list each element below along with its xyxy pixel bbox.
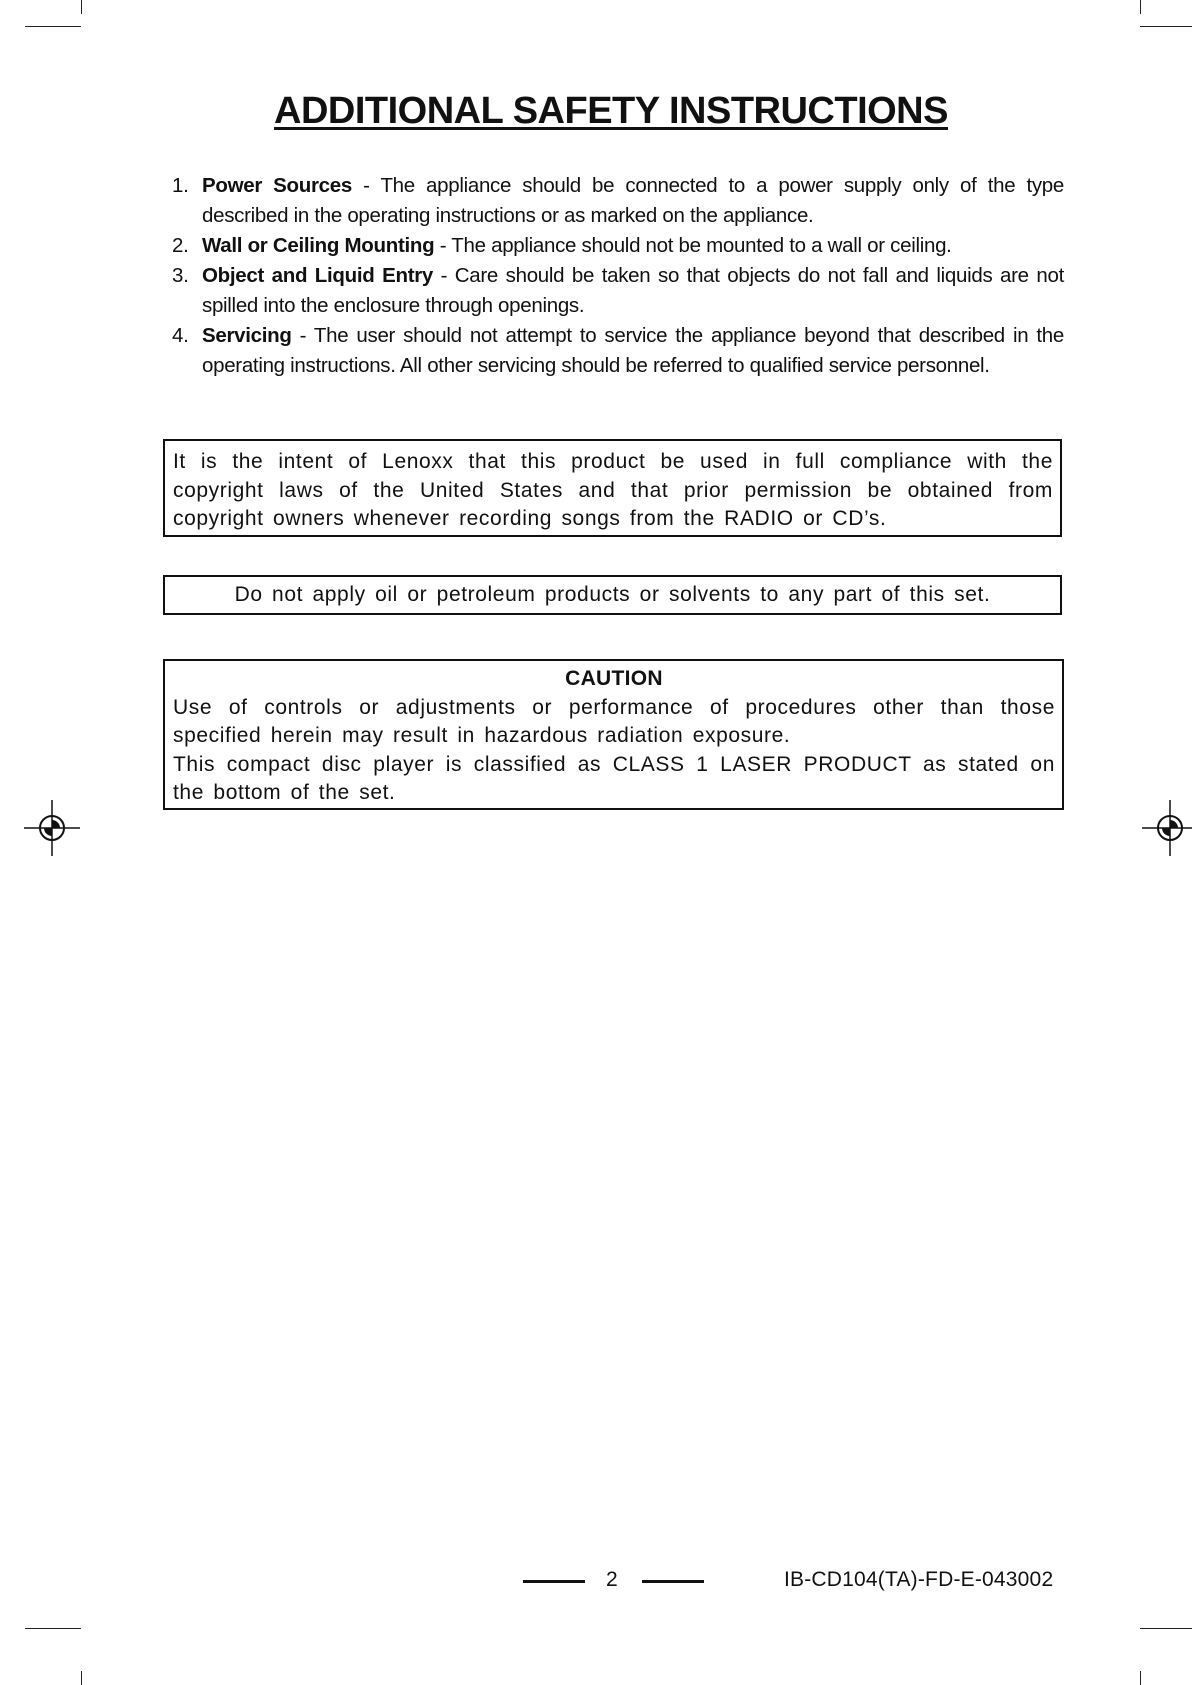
footer-rule	[642, 1580, 704, 1583]
item-text: - The user should not attempt to service the appliance beyond that described in the operating instructions. All other servicing should be referred to qualified service personnel.	[202, 324, 1064, 377]
item-number: 1.	[172, 174, 189, 197]
list-item	[164, 321, 1064, 381]
page-footer	[0, 1568, 1192, 1598]
document-code: IB-CD104(TA)-FD-E-043002	[784, 1568, 1054, 1591]
item-term: Servicing	[202, 324, 292, 347]
list-item	[164, 171, 1064, 231]
item-text: - The appliance should be connected to a power supply only of the type described in the operating instructions or as marked on the appliance.	[202, 174, 1064, 227]
item-term: Wall or Ceiling Mounting	[202, 234, 435, 257]
caution-paragraph: Use of controls or adjustments or performance of procedures other than those specified herein may result in hazardous radiation exposure.	[173, 695, 1055, 747]
copyright-notice-box	[163, 439, 1062, 537]
list-item	[164, 231, 1064, 261]
safety-instructions-list	[164, 171, 1064, 381]
page-number: 2	[606, 1568, 618, 1591]
footer-rule	[523, 1580, 585, 1583]
item-text: - Care should be taken so that objects do not fall and liquids are not spilled into the enclosure through openings.	[202, 264, 1064, 317]
page-title: ADDITIONAL SAFETY INSTRUCTIONS	[274, 90, 948, 132]
caution-heading: CAUTION	[565, 667, 663, 690]
caution-box	[163, 659, 1064, 810]
trim-mark	[1140, 1628, 1192, 1629]
oil-warning: Do not apply oil or petroleum products or solvents to any part of this set.	[234, 583, 991, 606]
trim-mark	[81, 0, 82, 14]
caution-paragraph: This compact disc player is classified as CLASS 1 LASER PRODUCT as stated on the bottom of the set.	[173, 752, 1055, 804]
trim-mark	[1140, 1671, 1141, 1685]
item-number: 2.	[172, 234, 189, 257]
item-term: Power Sources	[202, 174, 352, 197]
list-item	[164, 261, 1064, 321]
registration-mark-icon	[1142, 800, 1192, 856]
item-number: 4.	[172, 324, 189, 347]
trim-mark	[25, 1628, 81, 1629]
item-term: Object and Liquid Entry	[202, 264, 434, 287]
trim-mark	[25, 26, 81, 27]
trim-mark	[81, 1671, 82, 1685]
copyright-notice: It is the intent of Lenoxx that this product be used in full compliance with the copyright laws of the United States and that prior permission be obtained from copyright owners whenever recording songs from the RADIO or CD’s.	[173, 450, 1053, 530]
registration-mark-icon	[24, 800, 80, 856]
item-text: - The appliance should not be mounted to a wall or ceiling.	[434, 234, 952, 257]
item-number: 3.	[172, 264, 189, 287]
trim-mark	[1140, 0, 1141, 14]
trim-mark	[1140, 26, 1192, 27]
oil-warning-box	[163, 575, 1062, 615]
